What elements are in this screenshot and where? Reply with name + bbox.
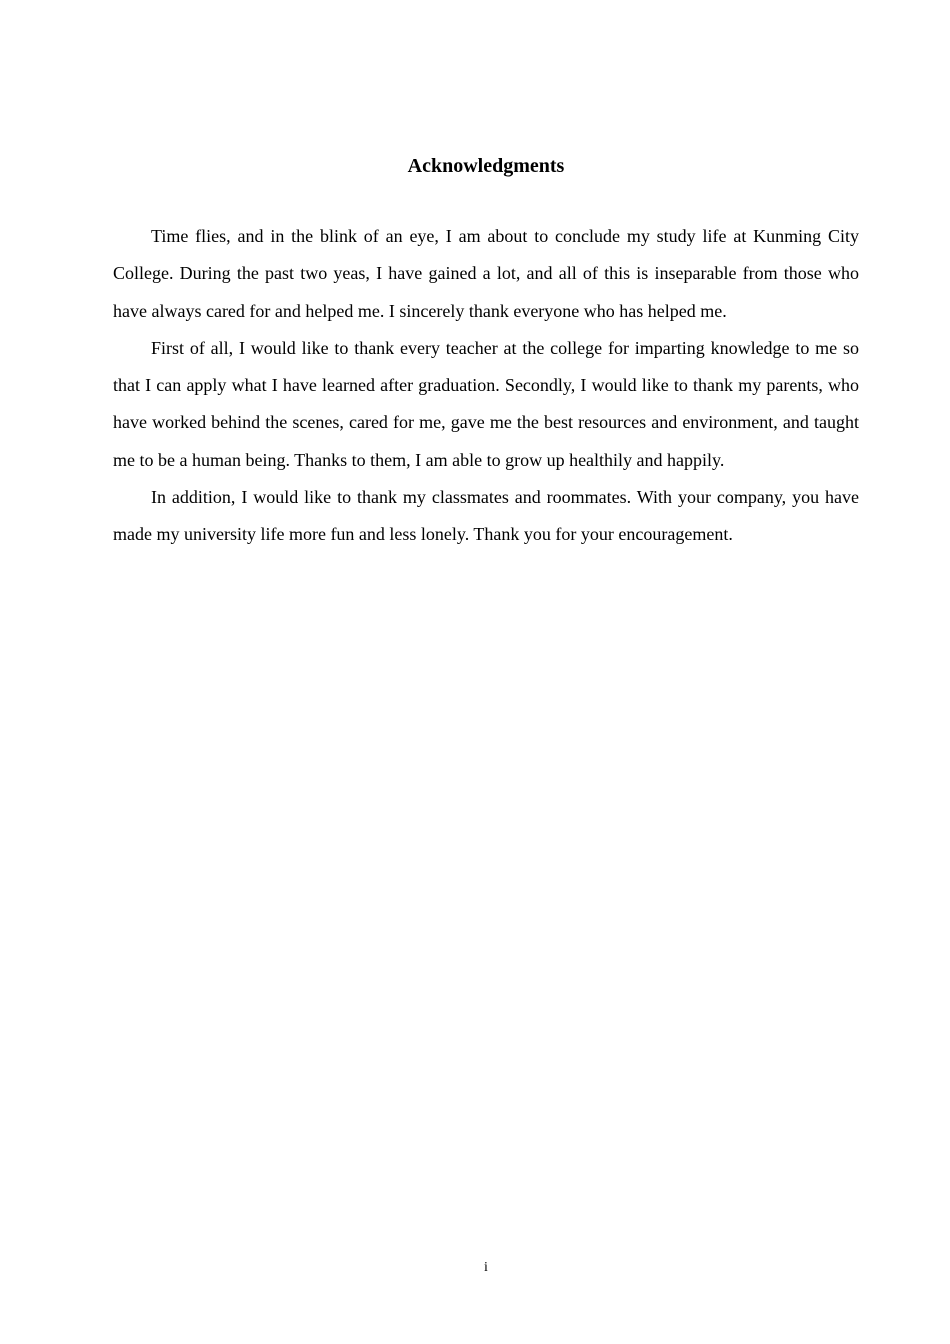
page-title: Acknowledgments bbox=[407, 155, 565, 177]
paragraph-3: In addition, I would like to thank my classmates and roommates. With your company, you have made my university life more fun and less lonely. Thank you for your encouragement. bbox=[113, 487, 859, 545]
page-number: i bbox=[484, 1260, 488, 1275]
paragraph-2: First of all, I would like to thank every teacher at the college for imparting knowledge to me so that I can apply what I have learned after graduation. Secondly, I would like to thank my parents, who have worked behind the scenes, cared for me, gave me the best resources and environment, and taught me to be a human being. Thanks to them, I am able to grow up healthily and happily. bbox=[113, 337, 859, 470]
acknowledgments-body bbox=[113, 218, 859, 554]
paragraph-1: Time flies, and in the blink of an eye, I am about to conclude my study life at Kunming City College. During the past two yeas, I have gained a lot, and all of this is inseparable from those who have always cared for and helped me. I sincerely thank everyone who has helped me. bbox=[113, 226, 859, 321]
